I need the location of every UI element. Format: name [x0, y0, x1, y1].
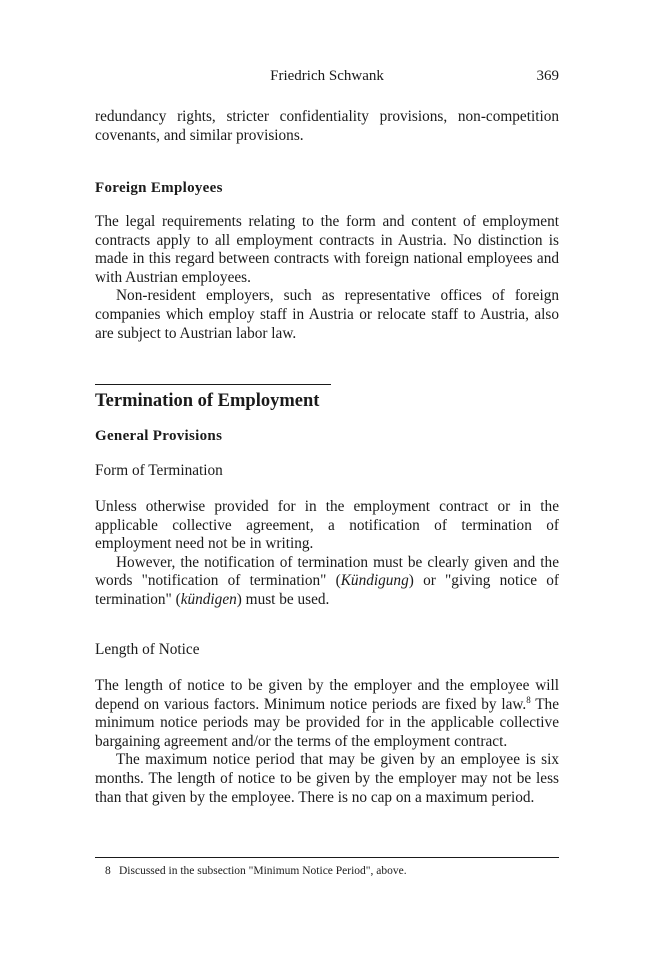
form-paragraph-1: Unless otherwise provided for in the employment contract or in the applicable collective agreement, a notification of termination of employment need not be in writing.: [95, 498, 559, 553]
term-kuendigen: kündigen: [180, 590, 237, 608]
running-header: [95, 68, 559, 88]
foreign-employees-body: [95, 213, 559, 343]
foreign-employees-paragraph-1: The legal requirements relating to the form and content of employment contracts apply to all employment contracts in Austria. No distinction is made in this regard between contracts with foreign national employees and with Austrian employees.: [95, 213, 559, 286]
form-p2-text-a: However, the notification of termination must be clearly given and the words "notification of termination" (: [95, 553, 559, 590]
length-paragraph-2: The maximum notice period that may be given by an employee is six months. The length of notice to be given by the employer may not be less than that given by the employee. There is no cap on a maximum period.: [95, 751, 559, 806]
intro-paragraph: redundancy rights, stricter confidentiality provisions, non-competition covenants, and similar provisions.: [95, 108, 559, 144]
footnote: [95, 864, 559, 878]
section-rule: [95, 384, 331, 385]
length-p1-text-b: The minimum notice periods may be provided for in the applicable collective bargaining agreement and/or the terms of the employment contract.: [95, 695, 559, 750]
length-paragraph-1: [95, 677, 559, 751]
running-head-author: Friedrich Schwank: [270, 68, 384, 84]
form-of-termination-body: [95, 498, 559, 610]
length-p1-text-a: The length of notice to be given by the employer and the employee will depend on various factors. Minimum notice periods are fixed by law.: [95, 677, 559, 713]
term-kuendigung: Kündigung: [340, 572, 409, 590]
foreign-employees-paragraph-2: Non-resident employers, such as representative offices of foreign companies which employ staff in Austria or relocate staff to Austria, also are subject to Austrian labor law.: [95, 287, 559, 342]
footnote-number: 8: [105, 865, 111, 877]
length-of-notice-body: [95, 677, 559, 807]
page-number: 369: [536, 68, 559, 84]
footnote-reference: 8: [526, 694, 531, 705]
chapter-heading-termination: Termination of Employment: [95, 391, 320, 411]
subheading-general-provisions: General Provisions: [95, 428, 223, 444]
form-p2-text-c: ) must be used.: [236, 590, 330, 608]
intro-paragraph-block: [95, 108, 559, 145]
form-paragraph-2: [95, 554, 559, 610]
footnote-text: Discussed in the subsection "Minimum Notice Period", above.: [119, 865, 407, 877]
subheading-form-of-termination: Form of Termination: [95, 462, 223, 479]
section-heading-foreign-employees: Foreign Employees: [95, 180, 223, 196]
form-p2-text-b: ) or "giving notice of termination" (: [95, 572, 560, 608]
subheading-length-of-notice: Length of Notice: [95, 641, 200, 658]
footnote-rule: [95, 857, 559, 858]
